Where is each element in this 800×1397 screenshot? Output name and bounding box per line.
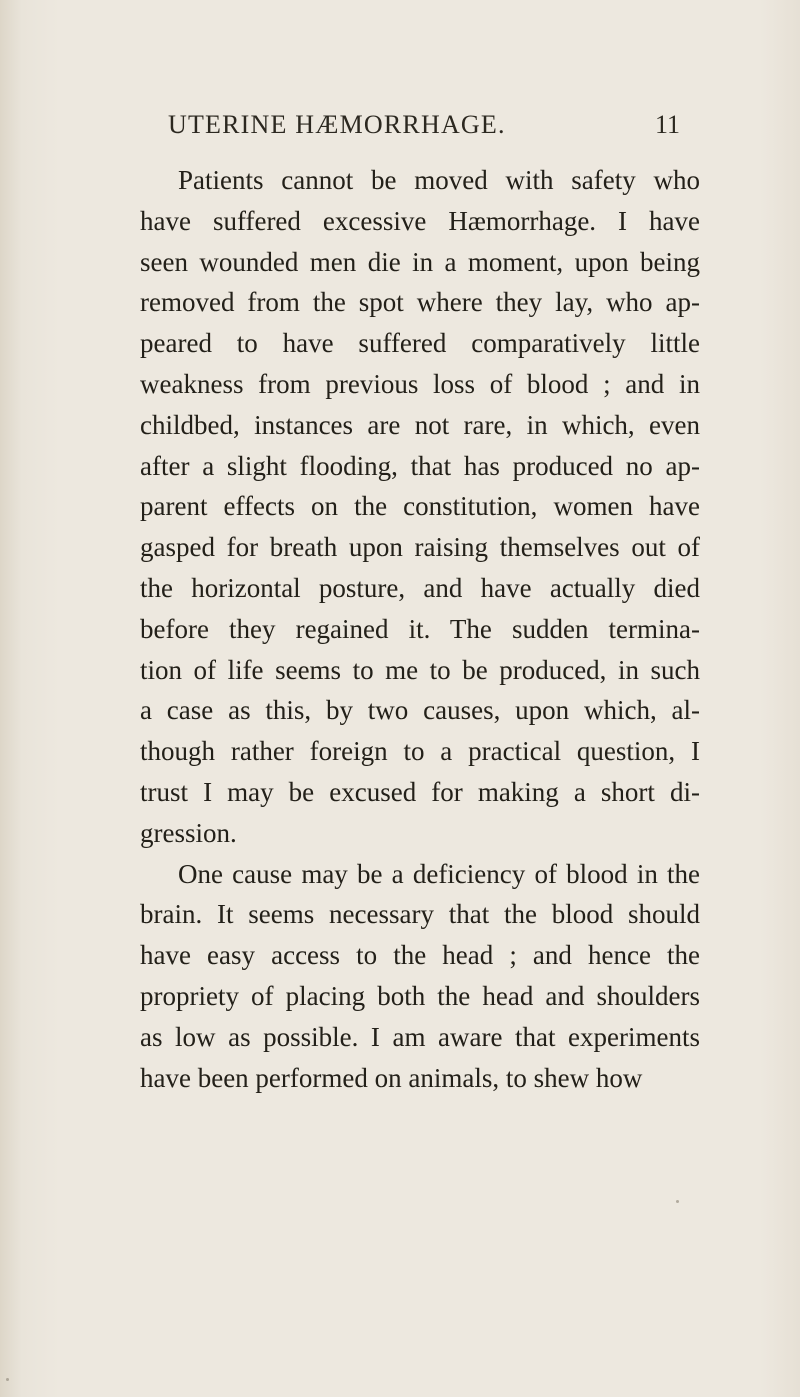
paper-speck: [6, 1378, 9, 1381]
text-line: as low as possible. I am aware that experiments: [140, 1021, 700, 1052]
text-line: the horizontal posture, and have actually died: [140, 572, 700, 603]
running-head: UTERINE HÆMORRHAGE.: [168, 110, 506, 139]
text-line: parent effects on the constitution, women have: [140, 491, 700, 522]
page-number: 11: [655, 110, 681, 139]
text-line: Patients cannot be moved with safety who: [178, 165, 700, 195]
text-line: after a slight flooding, that has produced no ap-: [140, 450, 700, 481]
text-line: tion of life seems to me to be produced, in such: [140, 654, 700, 685]
text-line: have suffered excessive Hæmorrhage. I have: [140, 205, 700, 236]
text-line: childbed, instances are not rare, in which, even: [140, 409, 700, 440]
text-line: weakness from previous loss of blood ; and in: [140, 368, 700, 399]
paragraph-2: [140, 854, 700, 1099]
text-line: propriety of placing both the head and shoulders: [140, 980, 700, 1011]
text-line: a case as this, by two causes, upon which, al-: [140, 695, 700, 726]
text-line: gasped for breath upon raising themselves out of: [140, 532, 700, 563]
page-header: [0, 110, 800, 150]
body-text: [140, 160, 700, 1098]
text-line: though rather foreign to a practical question, I: [140, 736, 700, 767]
text-line: One cause may be a deficiency of blood in the: [178, 858, 700, 889]
text-line: peared to have suffered comparatively little: [140, 328, 700, 359]
paragraph-1: [140, 160, 700, 854]
text-line: brain. It seems necessary that the blood should: [140, 899, 700, 930]
text-line: removed from the spot where they lay, who ap-: [140, 287, 700, 318]
text-line: trust I may be excused for making a short di-: [140, 776, 700, 807]
paper-speck: [676, 1200, 679, 1203]
text-line: have easy access to the head ; and hence the: [140, 940, 700, 971]
text-line: have been performed on animals, to shew how: [140, 1062, 643, 1093]
text-line: seen wounded men die in a moment, upon being: [140, 246, 700, 277]
text-line: gression.: [140, 817, 237, 848]
text-line: before they regained it. The sudden termina-: [140, 613, 700, 644]
